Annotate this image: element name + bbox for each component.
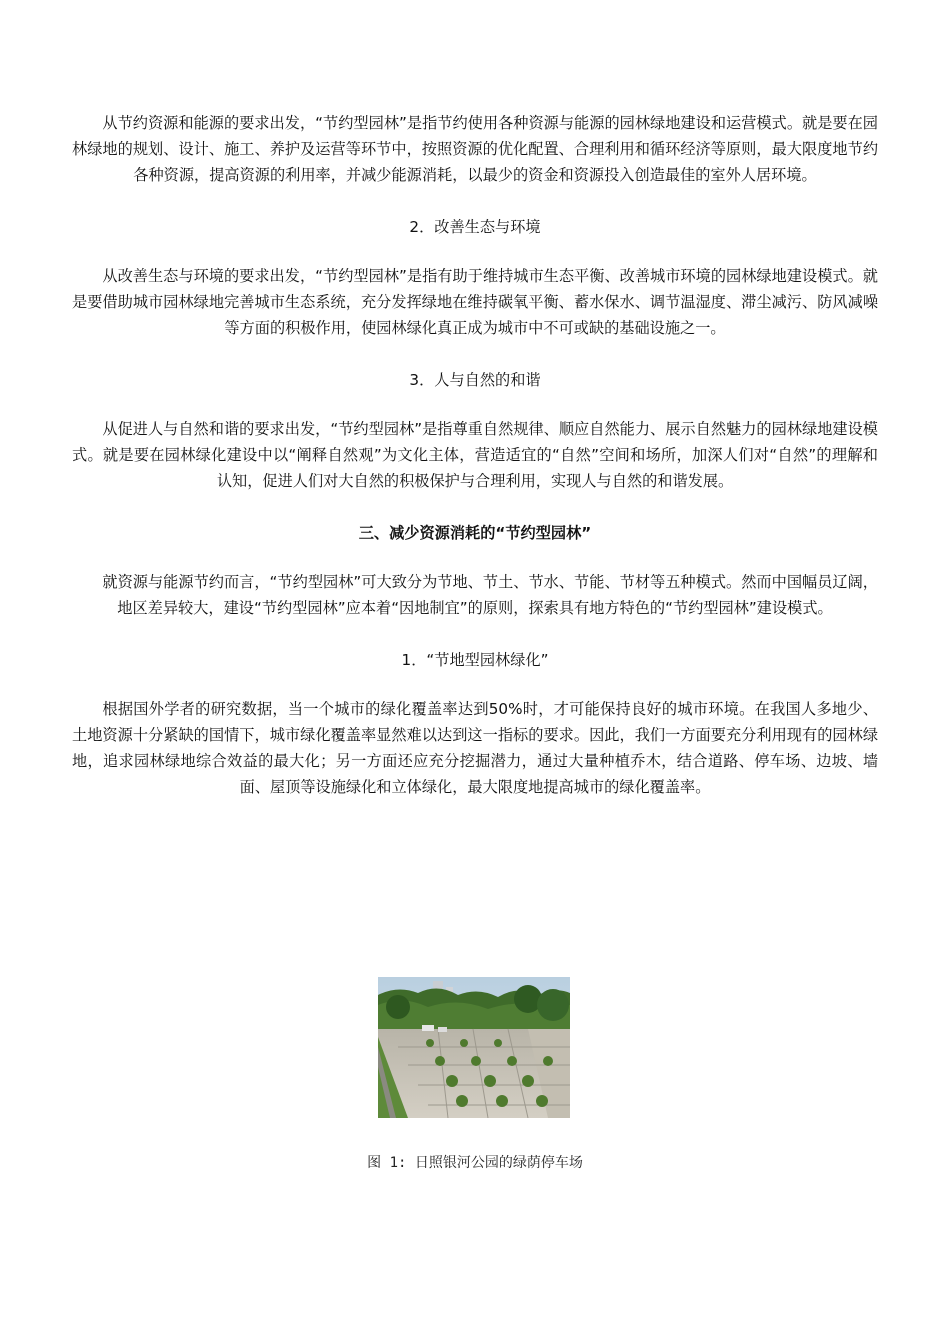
paragraph-harmony: 从促进人与自然和谐的要求出发，“节约型园林”是指尊重自然规律、顺应自然能力、展示自然魅力的园林绿地建设模式。就是要在园林绿化建设中以“阐释自然观”为文化主体，营造适宜的“自然”空间和场所，加深人们对“自然”的理解和认知，促进人们对大自然的积极保护与合理利用，实现人与自然的和谐发展。 <box>72 420 878 490</box>
paragraph-land-saving: 根据国外学者的研究数据，当一个城市的绿化覆盖率达到50%时，才可能保持良好的城市环境。在我国人多地少、土地资源十分紧缺的国情下，城市绿化覆盖率显然难以达到这一指标的要求。因此，我们一方面要充分利用现有的园林绿地，追求园林绿地综合效益的最大化；另一方面还应充分挖掘潜力，通过大量种植乔木，结合道路、停车场、边坡、墙面、屋顶等设施绿化和立体绿化，最大限度地提高城市的绿化覆盖率。 <box>72 700 878 796</box>
subheading-land-saving: 1．“节地型园林绿化” <box>401 651 549 669</box>
subheading-harmony: 3．人与自然的和谐 <box>409 371 541 389</box>
document-body <box>72 110 878 800</box>
parking-lot-photo <box>378 977 570 1118</box>
subheading-ecology: 2．改善生态与环境 <box>409 218 541 236</box>
paragraph-ecology: 从改善生态与环境的要求出发，“节约型园林”是指有助于维持城市生态平衡、改善城市环境的园林绿地建设模式。就是要借助城市园林绿地完善城市生态系统，充分发挥绿地在维持碳氧平衡、蓄水保水、调节温湿度、滞尘减污、防风减噪等方面的积极作用，使园林绿化真正成为城市中不可或缺的基础设施之一。 <box>72 267 878 337</box>
paragraph-modes: 就资源与能源节约而言，“节约型园林”可大致分为节地、节土、节水、节能、节材等五种模式。然而中国幅员辽阔，地区差异较大，建设“节约型园林”应本着“因地制宜”的原则，探索具有地方特色的“节约型园林”建设模式。 <box>102 573 878 617</box>
paragraph-resource-saving: 从节约资源和能源的要求出发，“节约型园林”是指节约使用各种资源与能源的园林绿地建设和运营模式。就是要在园林绿地的规划、设计、施工、养护及运营等环节中，按照资源的优化配置、合理利用和循环经济等原则，最大限度地节约各种资源，提高资源的利用率，并减少能源消耗，以最少的资金和资源投入创造最佳的室外人居环境。 <box>72 114 878 184</box>
figure-caption: 图 1: 日照银河公园的绿荫停车场 <box>367 1155 583 1171</box>
section-heading: 三、减少资源消耗的“节约型园林” <box>358 524 592 542</box>
